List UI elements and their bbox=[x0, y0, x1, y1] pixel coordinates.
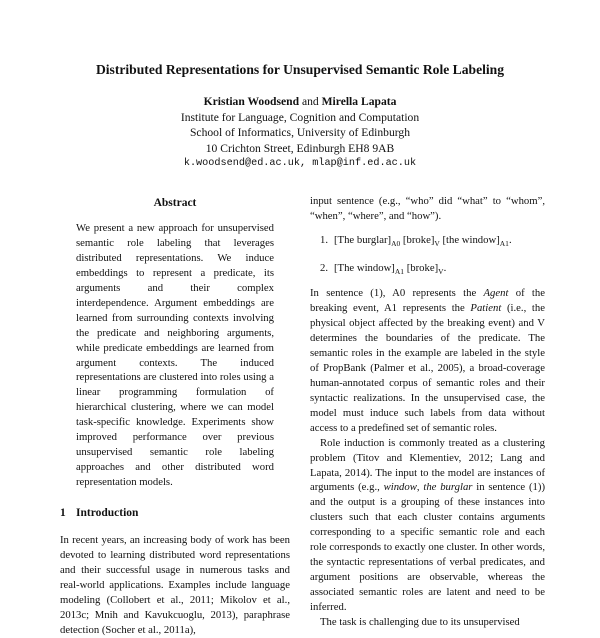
example-number: 1. bbox=[320, 233, 329, 246]
emphasis-agent: Agent bbox=[483, 287, 509, 300]
punctuation: . bbox=[508, 233, 512, 246]
author-emails: k.woodsend@ed.ac.uk, mlap@inf.ed.ac.uk bbox=[183, 158, 417, 170]
author-second: Mirella Lapata bbox=[321, 95, 397, 108]
author-names bbox=[0, 94, 600, 110]
role-label: A1 bbox=[394, 267, 405, 277]
emphasis-patient: Patient bbox=[470, 302, 502, 315]
role-label: V bbox=[434, 239, 440, 249]
left-column bbox=[60, 196, 290, 638]
example-argument: [The window] bbox=[334, 262, 395, 274]
section-number: 1 bbox=[60, 507, 66, 520]
example-predicate: [broke] bbox=[402, 233, 435, 246]
author-first: Kristian Woodsend bbox=[203, 95, 300, 108]
example-sentence-2 bbox=[320, 261, 545, 280]
affiliation-line: 10 Crichton Street, Edinburgh EH8 9AB bbox=[205, 141, 395, 155]
body-paragraph: In sentence (1), A0 represents the Agent of the breaking event, A1 represents the Patient (i.e., the physical object affected by the breaking event) and V determines the boundaries of the predicate. The semantic roles in the example are labeled in the style of PropBank (Palmer et al., 2005), a broad-coverage human-annotated corpus of semantic roles and their syntactic realizations. In the unsupervised case, the model must induce such labels from data without access to a predefined set of semantic roles. bbox=[310, 287, 545, 434]
example-sentence-1 bbox=[320, 233, 545, 252]
example-argument: [the window] bbox=[442, 233, 500, 246]
example-argument: [The burglar] bbox=[334, 233, 392, 246]
continuation-text: input sentence (e.g., “who” did “what” to “whom”, “when”, “where”, and “how”). bbox=[310, 195, 545, 222]
author-conjunction: and bbox=[301, 95, 319, 108]
affiliation-line: Institute for Language, Cognition and Computation bbox=[180, 110, 420, 124]
role-label: A1 bbox=[499, 239, 509, 249]
example-predicate: [broke] bbox=[406, 262, 439, 274]
role-label: V bbox=[438, 267, 444, 277]
paper-title: Distributed Representations for Unsupervised Semantic Role Labeling bbox=[95, 62, 505, 77]
body-paragraph: Role induction is commonly treated as a clustering problem (Titov and Klementiev, 2012; Lang and Lapata, 2014). The input to the model are instances of arguments (e.g., window, the burglar in sentence (1)) and the output is a grouping of these instances into clusters such that each cluster contains arguments corresponding to a specific semantic role and each role corresponds to exactly one cluster. In other words, the syntactic representations of verbal predicates, and argument positions are observable, whereas the associated semantic roles are latent and need to be inferred. bbox=[310, 436, 545, 614]
abstract-heading: Abstract bbox=[153, 197, 197, 209]
section-title: Introduction bbox=[76, 507, 139, 520]
emphasis-window: window bbox=[383, 481, 417, 494]
role-label: A0 bbox=[391, 239, 401, 249]
emphasis-burglar: the burglar bbox=[423, 481, 473, 494]
section-heading-introduction bbox=[60, 506, 290, 521]
abstract-body: We present a new approach for unsupervised semantic role labeling that leverages distributed representations. We induce embeddings to represent a predicate, its arguments and their complex interdependence. Argument embeddings are learned from surrounding contexts involving the predicate and neighboring arguments, while predicate embeddings are learned from argument contexts. The induced representations are clustered into roles using a linear programming formulation of hierarchical clustering, where we can model task-specific knowledge. Experiments show improved performance over previous unsupervised semantic role labeling approaches and other distributed word representation models. bbox=[76, 221, 274, 489]
body-paragraph: The task is challenging due to its unsupervised bbox=[320, 616, 520, 629]
author-block bbox=[0, 94, 600, 172]
right-column bbox=[310, 194, 545, 630]
punctuation: . bbox=[443, 262, 447, 274]
example-number: 2. bbox=[320, 262, 329, 274]
introduction-paragraph: In recent years, an increasing body of work has been devoted to learning distributed word representations and their successful usage in numerous tasks and real-world applications. Examples include language modeling (Collobert et al., 2011; Mikolov et al., 2013c; Mnih and Kavukcuoglu, 2013), paraphrase detection (Socher et al., 2011a), bbox=[60, 534, 290, 636]
affiliation-line: School of Informatics, University of Edinburgh bbox=[189, 126, 411, 140]
